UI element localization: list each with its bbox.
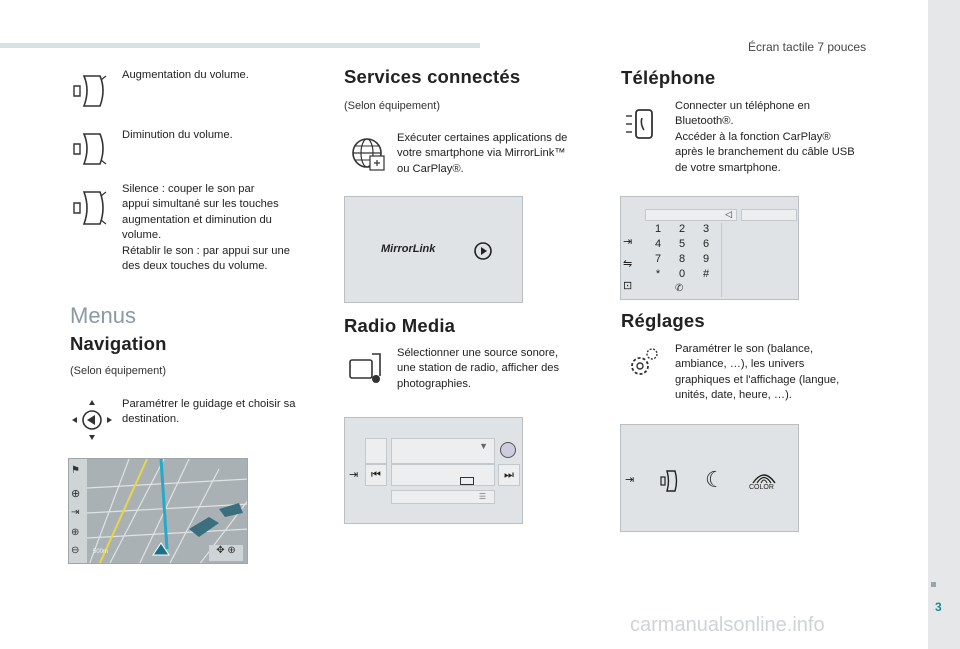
key-2[interactable]: 2	[678, 223, 686, 235]
key-6[interactable]: 6	[702, 238, 710, 250]
audio-settings-icon[interactable]	[659, 469, 679, 493]
services-note: (Selon équipement)	[344, 100, 441, 112]
section-title: Écran tactile 7 pouces	[748, 40, 867, 54]
page-marker	[931, 582, 936, 587]
page-number: 3	[935, 600, 942, 614]
key-3[interactable]: 3	[702, 223, 710, 235]
color-label: COLOR	[749, 484, 774, 491]
radio-heading: Radio Media	[344, 315, 456, 336]
dial-number-field[interactable]	[645, 209, 737, 221]
key-9[interactable]: 9	[702, 253, 710, 265]
side-tab	[928, 0, 960, 649]
key-7[interactable]: 7	[654, 253, 662, 265]
backspace-icon[interactable]: ◁	[725, 209, 732, 219]
list-icon: ☰	[478, 492, 486, 501]
chevron-down-icon: ▼	[479, 441, 488, 451]
services-screen	[344, 196, 523, 303]
flag-icon[interactable]: ⚑	[71, 465, 80, 476]
map-controls[interactable]: ✥ ⊕	[209, 545, 243, 561]
zoom-out-icon[interactable]: ⊖	[71, 545, 80, 556]
header-rule	[0, 43, 480, 48]
watermark: carmanualsonline.info	[630, 614, 825, 636]
call-handset-icon[interactable]: ✆	[675, 283, 684, 294]
services-heading: Services connectés	[344, 66, 521, 87]
key-hash[interactable]: #	[702, 268, 710, 280]
volume-up-text: Augmentation du volume.	[122, 69, 249, 81]
key-1[interactable]: 1	[654, 223, 662, 235]
night-mode-icon[interactable]: ☾	[705, 467, 725, 492]
radio-dial-icon[interactable]	[500, 442, 516, 458]
zoom-in-icon[interactable]: ⊕	[71, 527, 80, 538]
telephone-heading: Téléphone	[621, 67, 716, 88]
telephone-screen	[620, 196, 799, 300]
mirrorlink-logo[interactable]: MirrorLink	[381, 243, 436, 255]
radio-list-bar[interactable]	[391, 490, 495, 504]
exit-icon[interactable]: ⇥	[349, 469, 359, 481]
navigation-heading: Navigation	[70, 333, 167, 354]
reglages-screen	[620, 424, 799, 532]
volume-down-text: Diminution du volume.	[122, 129, 233, 141]
exit-icon[interactable]: ⇥	[625, 474, 635, 486]
contact-field[interactable]	[741, 209, 797, 221]
key-0[interactable]: 0	[678, 268, 686, 280]
exit-icon[interactable]: ⇥	[71, 507, 80, 518]
keypad	[645, 223, 721, 299]
volume-mute-text: Silence : couper le son par appui simultané sur les touches augmentation et diminution du volume. Rétablir le son : par appui sur une des deux touches du volume.	[122, 183, 290, 273]
navigation-text: Paramétrer le guidage et choisir sa destination.	[122, 398, 296, 426]
key-4[interactable]: 4	[654, 238, 662, 250]
key-star[interactable]: *	[655, 268, 661, 280]
navigation-icon	[70, 398, 114, 442]
call-log-icon[interactable]: ⇋	[623, 258, 633, 270]
previous-track-button[interactable]: ⏮	[365, 464, 387, 486]
telephone-text: Connecter un téléphone en Bluetooth®. Accéder à la fonction CarPlay® après le branchement du câble USB de votre smartphone.	[675, 100, 855, 174]
exit-icon[interactable]: ⇥	[623, 236, 633, 248]
radio-text: Sélectionner une source sonore, une station de radio, afficher des photographies.	[397, 347, 560, 390]
menus-heading: Menus	[70, 303, 137, 328]
services-text: Exécuter certaines applications de votre smartphone via MirrorLink™ ou CarPlay®.	[397, 132, 568, 175]
map-scale: 500m	[93, 549, 109, 555]
frequency-indicator	[460, 477, 474, 485]
radio-media-icon	[346, 348, 388, 388]
contacts-icon[interactable]: ⊡	[623, 280, 633, 292]
key-8[interactable]: 8	[678, 253, 686, 265]
reglages-heading: Réglages	[621, 310, 705, 331]
carplay-icon[interactable]	[473, 241, 493, 261]
connected-services-icon	[346, 132, 388, 174]
reglages-text: Paramétrer le son (balance, ambiance, …), les univers graphiques et l'affichage (langue, unités, date, heure, …).	[675, 343, 840, 402]
key-5[interactable]: 5	[678, 238, 686, 250]
navigation-screen	[68, 458, 248, 564]
volume-up-icon	[70, 72, 112, 110]
crosshair-icon[interactable]: ⊕	[71, 488, 81, 500]
volume-down-icon	[70, 130, 112, 168]
radio-frequency-bar[interactable]	[391, 464, 495, 486]
settings-gear-icon	[622, 344, 662, 384]
radio-screen	[344, 417, 523, 524]
keypad-divider	[721, 223, 722, 297]
radio-source-select[interactable]	[391, 438, 495, 464]
volume-mute-icon	[70, 188, 112, 228]
navigation-note: (Selon équipement)	[70, 365, 167, 377]
radio-preset-box[interactable]	[365, 438, 387, 464]
next-track-button[interactable]: ⏭	[498, 464, 520, 486]
telephone-icon	[622, 104, 662, 144]
